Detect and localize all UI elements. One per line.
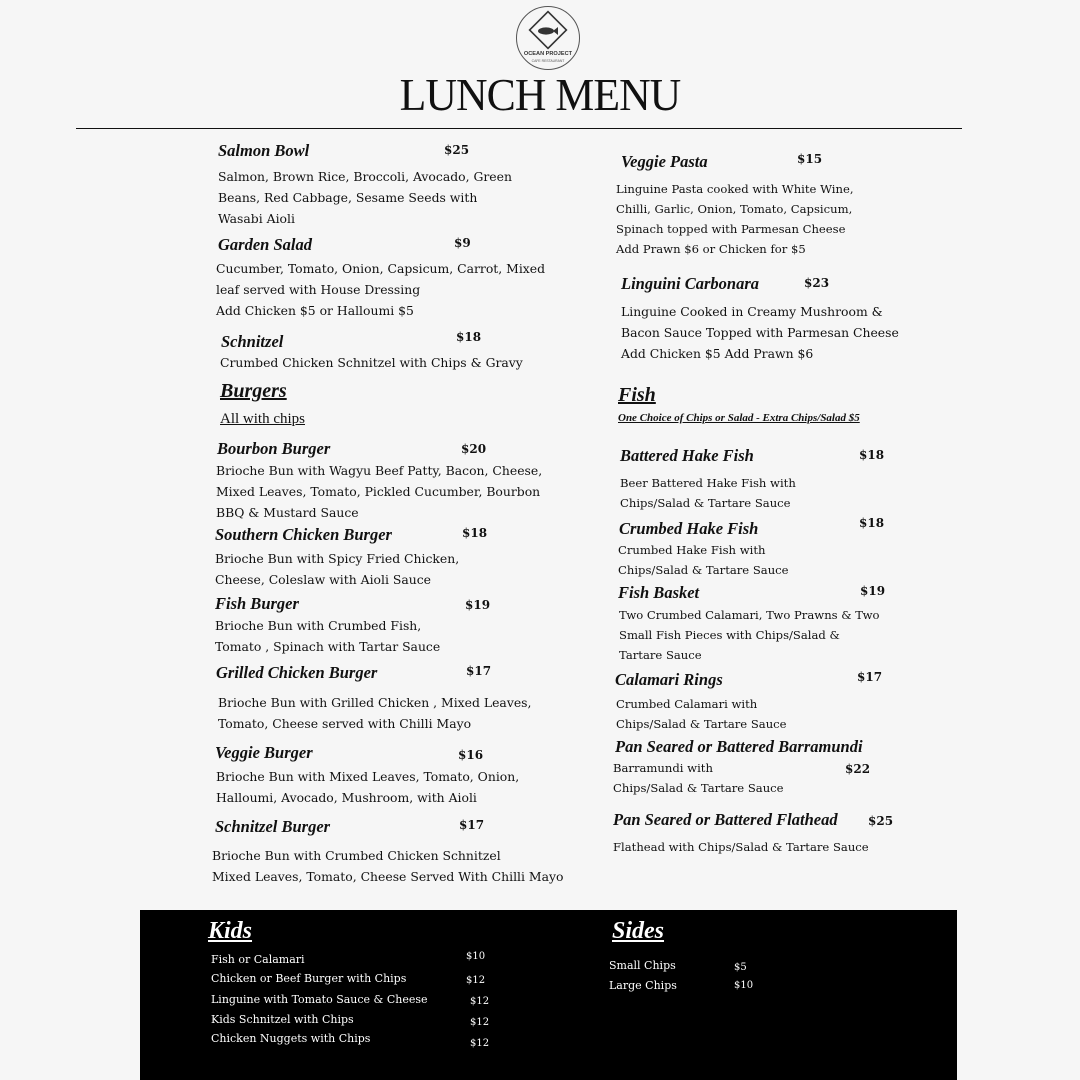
item-name-fish-burger: Fish Burger: [215, 594, 299, 613]
item-price-battered-hake: $18: [859, 448, 885, 462]
section-heading-kids: Kids: [208, 918, 253, 944]
item-price-veggie-burger: $16: [458, 748, 484, 762]
item-name-fish-basket: Fish Basket: [618, 583, 700, 602]
page-title: LUNCH MENU: [399, 69, 681, 120]
item-name-grilled-chicken-burger: Grilled Chicken Burger: [216, 663, 378, 682]
item-name-linguini-carbonara: Linguini Carbonara: [621, 274, 760, 293]
item-name-flathead: Pan Seared or Battered Flathead: [613, 810, 838, 829]
item-desc-garden-salad: Cucumber, Tomato, Onion, Capsicum, Carrot, Mixed leaf served with House Dressing Add Chicken $5 or Halloumi $5: [216, 261, 546, 318]
item-price-grilled-chicken-burger: $17: [466, 664, 492, 678]
sides-item-name: Large Chips: [609, 979, 677, 992]
item-name-schnitzel-burger: Schnitzel Burger: [215, 817, 331, 836]
item-desc-grilled-chicken-burger: Brioche Bun with Grilled Chicken , Mixed Leaves, Tomato, Cheese served with Chilli Mayo: [218, 695, 532, 731]
item-desc-veggie-burger: Brioche Bun with Mixed Leaves, Tomato, Onion, Halloumi, Avocado, Mushroom, with Aioli: [216, 769, 520, 805]
kids-item-price: $10: [466, 951, 486, 962]
item-desc-fish-burger: Brioche Bun with Crumbed Fish, Tomato , Spinach with Tartar Sauce: [215, 618, 441, 654]
item-price-salmon-bowl: $25: [444, 143, 470, 157]
item-price-schnitzel: $18: [456, 330, 482, 344]
item-price-garden-salad: $9: [454, 236, 471, 250]
item-desc-schnitzel: Crumbed Chicken Schnitzel with Chips & Gravy: [220, 355, 523, 370]
logo-text: OCEAN PROJECT: [523, 51, 573, 57]
kids-sides-panel: [140, 910, 957, 1080]
sides-item-price: $10: [734, 980, 754, 991]
burgers-note: All with chips: [220, 411, 305, 427]
kids-item-name: Linguine with Tomato Sauce & Cheese: [211, 993, 428, 1006]
kids-item-price: $12: [470, 996, 490, 1007]
section-heading-sides: Sides: [612, 918, 665, 944]
item-name-southern-chicken-burger: Southern Chicken Burger: [215, 525, 392, 544]
item-price-calamari-rings: $17: [857, 670, 883, 684]
item-price-veggie-pasta: $15: [797, 152, 823, 166]
item-desc-southern-chicken-burger: Brioche Bun with Spicy Fried Chicken, Cheese, Coleslaw with Aioli Sauce: [215, 551, 460, 587]
item-desc-bourbon-burger: Brioche Bun with Wagyu Beef Patty, Bacon, Cheese, Mixed Leaves, Tomato, Pickled Cucumber, Bourbon BBQ & Mustard Sauce: [216, 463, 543, 520]
logo-subtext: CAFE RESTAURANT: [531, 59, 565, 63]
item-price-fish-burger: $19: [465, 598, 491, 612]
item-desc-calamari-rings: Crumbed Calamari with Chips/Salad & Tartare Sauce: [616, 697, 787, 731]
item-desc-salmon-bowl: Salmon, Brown Rice, Broccoli, Avocado, Green Beans, Red Cabbage, Sesame Seeds with Wasabi Aioli: [218, 169, 512, 226]
item-desc-crumbed-hake: Crumbed Hake Fish with Chips/Salad & Tartare Sauce: [618, 543, 789, 577]
item-name-veggie-pasta: Veggie Pasta: [621, 152, 708, 171]
item-price-flathead: $25: [868, 814, 894, 828]
item-price-fish-basket: $19: [860, 584, 886, 598]
item-desc-flathead: Flathead with Chips/Salad & Tartare Sauce: [613, 840, 869, 854]
kids-item-price: $12: [466, 975, 486, 986]
sides-item-name: Small Chips: [609, 959, 676, 972]
restaurant-logo: [515, 5, 581, 71]
item-price-linguini-carbonara: $23: [804, 276, 830, 290]
item-name-schnitzel: Schnitzel: [221, 332, 284, 351]
item-price-barramundi: $22: [845, 762, 871, 776]
kids-item-name: Chicken Nuggets with Chips: [211, 1032, 371, 1045]
item-name-barramundi: Pan Seared or Battered Barramundi: [615, 737, 863, 756]
item-name-garden-salad: Garden Salad: [218, 235, 312, 254]
item-price-crumbed-hake: $18: [859, 516, 885, 530]
item-name-battered-hake: Battered Hake Fish: [620, 446, 754, 465]
item-desc-veggie-pasta: Linguine Pasta cooked with White Wine, Chilli, Garlic, Onion, Tomato, Capsicum, Spinach topped with Parmesan Cheese Add Prawn $6 or Chicken for $5: [616, 182, 854, 256]
kids-item-name: Fish or Calamari: [211, 953, 305, 966]
kids-item-name: Kids Schnitzel with Chips: [211, 1013, 354, 1026]
kids-item-price: $12: [470, 1038, 490, 1049]
item-desc-barramundi: Barramundi with Chips/Salad & Tartare Sauce: [613, 761, 784, 795]
item-price-bourbon-burger: $20: [461, 442, 487, 456]
item-name-crumbed-hake: Crumbed Hake Fish: [619, 519, 759, 538]
item-desc-linguini-carbonara: Linguine Cooked in Creamy Mushroom & Bacon Sauce Topped with Parmesan Cheese Add Chicken $5 Add Prawn $6: [621, 304, 899, 361]
item-price-schnitzel-burger: $17: [459, 818, 485, 832]
item-name-salmon-bowl: Salmon Bowl: [218, 141, 310, 160]
fish-note: One Choice of Chips or Salad - Extra Chips/Salad $5: [618, 412, 860, 424]
fish-icon: [538, 27, 558, 35]
section-heading-burgers: Burgers: [220, 380, 287, 402]
item-name-calamari-rings: Calamari Rings: [615, 670, 723, 689]
item-desc-battered-hake: Beer Battered Hake Fish with Chips/Salad & Tartare Sauce: [620, 476, 796, 510]
title-divider: [76, 128, 962, 129]
sides-item-price: $5: [734, 962, 747, 973]
item-price-southern-chicken-burger: $18: [462, 526, 488, 540]
kids-item-name: Chicken or Beef Burger with Chips: [211, 972, 407, 985]
section-heading-fish: Fish: [618, 384, 656, 406]
item-desc-schnitzel-burger: Brioche Bun with Crumbed Chicken Schnitzel Mixed Leaves, Tomato, Cheese Served With Chilli Mayo: [212, 848, 564, 884]
logo-emblem: [515, 5, 581, 71]
item-name-veggie-burger: Veggie Burger: [215, 743, 313, 762]
item-desc-fish-basket: Two Crumbed Calamari, Two Prawns & Two Small Fish Pieces with Chips/Salad & Tartare Sauce: [619, 608, 880, 662]
item-name-bourbon-burger: Bourbon Burger: [217, 439, 331, 458]
kids-item-price: $12: [470, 1017, 490, 1028]
